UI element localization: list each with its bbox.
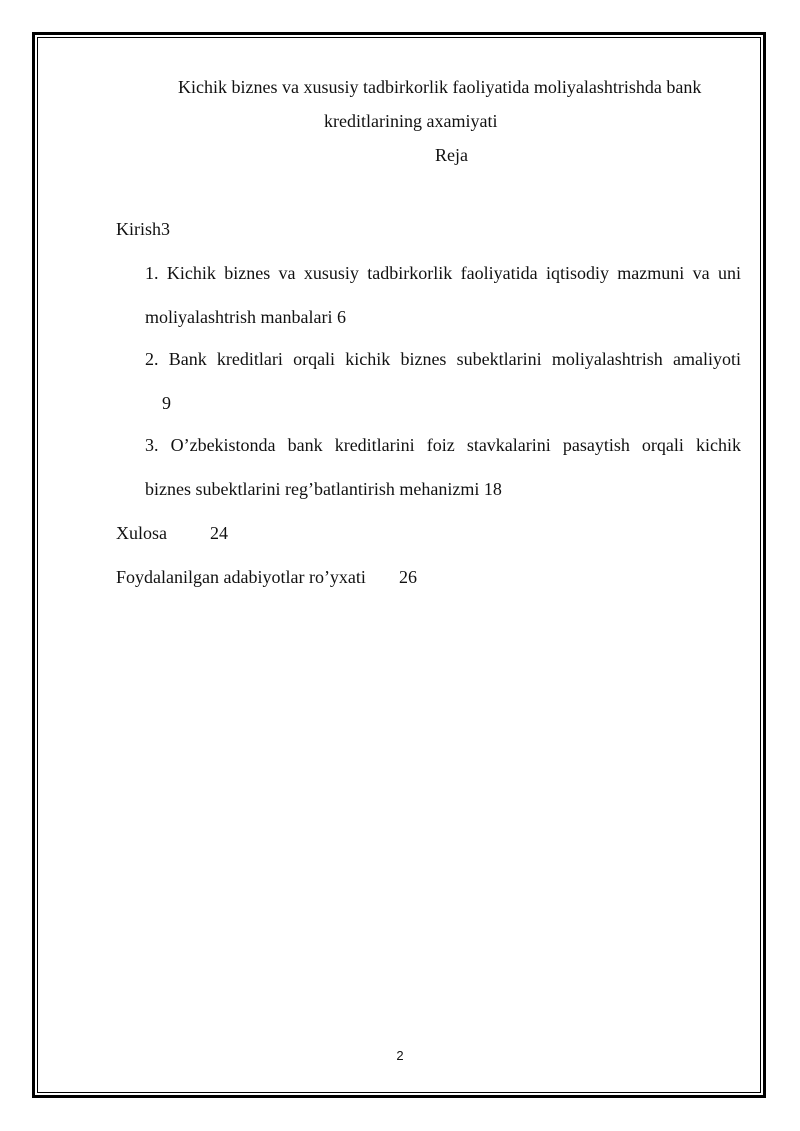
toc-references-label: Foydalanilgan adabiyotlar ro’yxati (116, 567, 366, 587)
toc-item-1-line-1: 1. Kichik biznes va xususiy tadbirkorlik faoliyatida iqtisodiy mazmuni va uni (145, 263, 741, 283)
title-line-2: kreditlarining axamiyati (324, 111, 498, 131)
page-border-inner (37, 37, 761, 1093)
plan-heading: Reja (435, 145, 468, 165)
toc-item-1-line-2: moliyalashtrish manbalari 6 (145, 307, 346, 327)
toc-item-2-line-2: 9 (162, 393, 171, 413)
toc-conclusion-label: Xulosa (116, 523, 167, 543)
toc-intro: Kirish3 (116, 219, 170, 239)
toc-conclusion-page: 24 (210, 523, 228, 543)
toc-item-3-line-2: biznes subektlarini reg’batlantirish mehanizmi 18 (145, 479, 502, 499)
toc-item-3-line-1: 3. O’zbekistonda bank kreditlarini foiz stavkalarini pasaytish orqali kichik (145, 435, 741, 455)
toc-references-page: 26 (399, 567, 417, 587)
toc-item-2-line-1: 2. Bank kreditlari orqali kichik biznes subektlarini moliyalashtrish amaliyoti (145, 349, 741, 369)
title-line-1: Kichik biznes va xususiy tadbirkorlik faoliyatida moliyalashtrishda bank (178, 77, 702, 97)
page-number: 2 (396, 1048, 404, 1063)
